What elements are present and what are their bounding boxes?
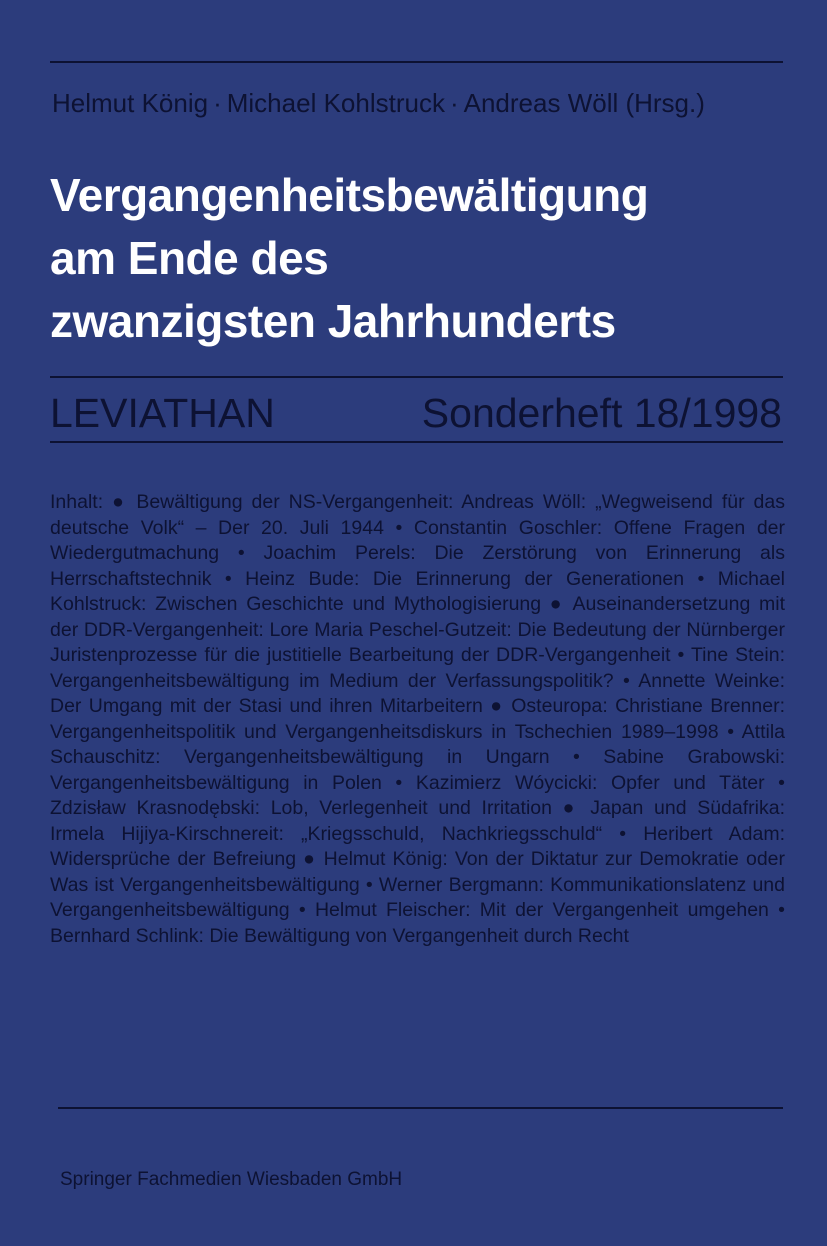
editor-name: Michael Kohlstruck (226, 88, 445, 118)
series-top-rule (50, 376, 783, 378)
editor-separator: · (213, 88, 222, 118)
book-title (50, 164, 820, 353)
issue-label: Sonderheft 18/1998 (421, 390, 782, 436)
top-rule (50, 61, 783, 63)
series-name: LEVIATHAN (50, 390, 275, 436)
editors-line (52, 86, 792, 120)
title-line: am Ende des (50, 232, 329, 284)
bottom-rule (58, 1107, 783, 1109)
editor-separator: · (449, 88, 459, 118)
title-line: Vergangenheitsbewältigung (50, 169, 649, 221)
editor-name: Andreas Wöll (Hrsg.) (463, 88, 705, 118)
publisher-name: Springer Fachmedien Wiesbaden GmbH (60, 1169, 403, 1190)
table-of-contents: Inhalt: ● Bewältigung der NS-Vergangenheit: Andreas Wöll: „Wegweisend für das deutsche Volk“ – Der 20. Juli 1944 • Constantin Goschler: Offene Fragen der Wiedergutmachung • Joachim Perels: Die Zerstörung von Erinnerung als Herrschaftstechnik • Heinz Bude: Die Erinnerung der Generationen • Michael Kohlstruck: Zwischen Geschichte und Mythologisierung ● Auseinandersetzung mit der DDR-Vergangenheit: Lore Maria Peschel-Gutzeit: Die Bedeutung der Nürnberger Juristenprozesse für die justitielle Bearbeitung der DDR-Vergangenheit • Tine Stein: Vergangenheitsbewältigung im Medium der Verfassungspolitik? • Annette Weinke: Der Umgang mit der Stasi und ihren Mitarbeitern ● Osteuropa: Christiane Brenner: Vergangenheitspolitik und Vergangenheitsdiskurs in Tschechien 1989–1998 • Attila Schauschitz: Vergangenheitsbewältigung in Ungarn • Sabine Grabowski: Vergangenheitsbewältigung in Polen • Kazimierz Wóycicki: Opfer und Täter • Zdzisław Krasnodębski: Lob, Verlegenheit und Irritation ● Japan und Südafrika: Irmela Hijiya-Kirschnereit: „Kriegsschuld, Nachkriegsschuld“ • Heribert Adam: Widersprüche der Befreiung ● Helmut König: Von der Diktatur zur Demokratie oder Was ist Vergangenheitsbewältigung • Werner Bergmann: Kommunikationslatenz und Vergangenheitsbewältigung • Helmut Fleischer: Mit der Vergangenheit umgehen • Bernhard Schlink: Die Bewältigung von Vergangenheit durch Recht (50, 491, 785, 947)
series-bottom-rule (50, 441, 783, 443)
title-line: zwanzigsten Jahrhunderts (50, 295, 616, 347)
editor-name: Helmut König (52, 88, 209, 118)
